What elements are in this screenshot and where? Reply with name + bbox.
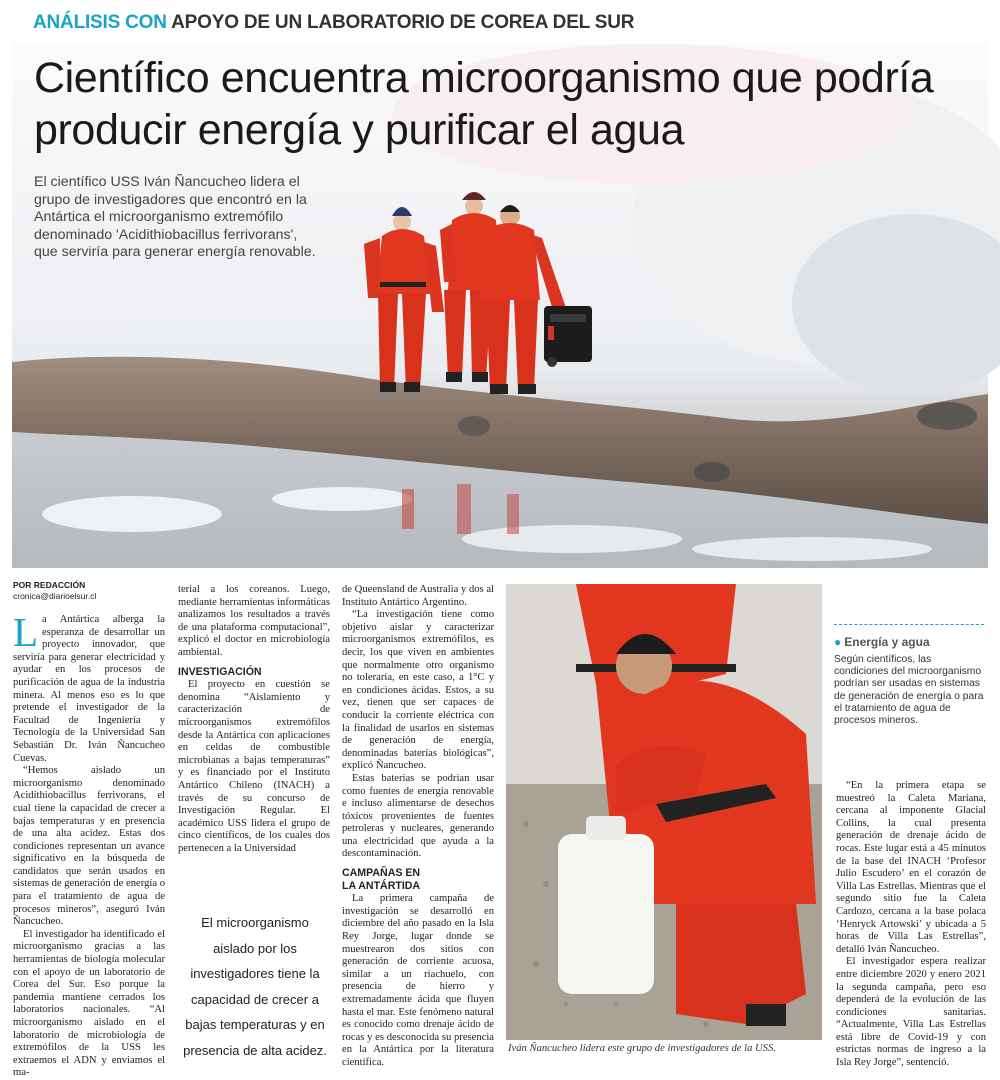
bullet-dot-icon: ● bbox=[834, 635, 842, 649]
paragraph: de Queensland de Australia y dos al Instituto Antártico Argentino. bbox=[342, 584, 494, 608]
byline bbox=[13, 580, 96, 602]
article-column-2 bbox=[178, 584, 330, 902]
paragraph: terial a los coreanos. Luego, mediante herramientas informáticas analizamos los resultados a través de una plataforma computacional”, explicó el doctor en microbiología ambiental. bbox=[178, 584, 330, 658]
byline-label: POR REDACCIÓN bbox=[13, 580, 86, 590]
researcher-sampling-illustration bbox=[506, 584, 822, 1040]
sidebar-box bbox=[834, 624, 984, 727]
paragraph: “La investigación tiene como objetivo aislar y caracterizar microorganismos extremófilos, es decir, los que viven en ambientes que normalmente otro organismo no toleraría, en este caso, a 1°C y en condiciones ácidas. Estos, a su vez, tienen que ser capaces de conducir la corriente eléctrica con la finalidad de usarlos en sistemas de generación de energía, denominadas baterías biológicas”, explicó Ñancucheo. bbox=[342, 609, 494, 772]
sidebar-title: ● Energía y agua bbox=[834, 635, 930, 649]
paragraph: La primera campaña de investigación se desarrolló en diciembre del año pasado en la Isla Rey Jorge, lugar donde se muestrearon dos sitios con generación de corriente acuosa, similar a un riachuelo, con presencia de hierro y extremadamente ácida que fluyen hasta el mar. Este fenómeno natural es conocido como drenaje ácido de rocas y es desconocida su presencia en la Antártica por la literatura científica. bbox=[342, 893, 494, 1068]
paragraph: “Hemos aislado un microorganismo denominado Acidithiobacillus ferrivorans, el cual tiene la capacidad de crecer a bajas temperaturas y en presencia de una alta acidez. Estas dos condiciones representan un avance significativo en la búsqueda de candidatos que serán usados en sistemas de generación de energía o para el tratamiento de agua de procesos mineros”, aseguró Iván Ñancucheo. bbox=[13, 765, 165, 928]
article-column-3 bbox=[342, 584, 494, 1068]
deck: El científico USS Iván Ñancucheo lidera el grupo de investigadores que encontró en la Antártica el microorganismo extremófilo denominado 'Acidithiobacillus ferrivorans', que serviría para generar energía renovable. bbox=[34, 174, 316, 260]
hero-photo bbox=[12, 44, 988, 568]
equipment-case bbox=[544, 306, 592, 367]
article-column-1 bbox=[13, 609, 165, 1079]
paragraph: El investigador espera realizar entre diciembre 2020 y enero 2021 la segunda campaña, pero eso dependerá de la evolución de las condiciones sanitarias. “Actualmente, Villa Las Estrellas está libre de Covid-19 y con estrictas normas de ingreso a la Isla Rey Jorge”, sentenció. bbox=[836, 956, 986, 1069]
kicker-highlight: ANÁLISIS CON bbox=[33, 12, 167, 33]
section-kicker bbox=[33, 12, 634, 34]
researcher-figure bbox=[364, 207, 444, 392]
researcher-photo bbox=[506, 584, 822, 1040]
kicker-rest: APOYO DE UN LABORATORIO DE COREA DEL SUR bbox=[171, 12, 635, 33]
water-container bbox=[558, 816, 654, 994]
byline-email: cronica@diarioelsur.cl bbox=[13, 591, 97, 601]
section-heading: CAMPAÑAS EN LA ANTÁRTIDA bbox=[342, 867, 421, 892]
drop-cap: L bbox=[13, 609, 39, 655]
pull-quote: El microorganismo aislado por los investigadores tiene la capacidad de crecer a bajas temperaturas y en presencia de alta acidez. bbox=[183, 915, 327, 1058]
section-heading: INVESTIGACIÓN bbox=[178, 665, 262, 678]
article-column-4 bbox=[836, 780, 986, 1069]
sidebar-body: Según científicos, las condiciones del microorganismo podrían ser usadas en sistemas de generación de energía o para el tratamiento de agua de procesos mineros. bbox=[834, 654, 984, 727]
paragraph: Estas baterías se podrían usar como fuentes de energía renovable e incluso alimentarse de desechos tóxicos provenientes de fuentes petroleras y nucleares, generando una electricidad que ayuda a la descontaminación. bbox=[342, 772, 494, 860]
headline: Científico encuentra microorganismo que podría producir energía y purificar el agua bbox=[34, 54, 934, 154]
paragraph: El investigador ha identificado el microorganismo gracias a las herramientas de biología molecular con el apoyo de un laboratorio de Corea del Sur. Eso porque la pandemia mantiene cerrados los laboratorios nacionales. “Al microorganismo aislado en el laboratorio de microbiología de extremófilos de la USS les extraemos el ADN y enviamos el ma- bbox=[13, 928, 165, 1079]
paragraph: “En la primera etapa se muestreó la Caleta Mariana, cercana al imponente Glacial Collins, la cual presenta generación de drenaje ácido de rocas. Este lugar está a 45 minutos de la base del INACH ‘Profesor Julio Escudero’ en el corazón de Villa Las Estrellas. Mientras que el segundo sitio fue la Caleta Cardozo, cercana a la base polaca ‘Henryck Artowski’ y ubicada a 5 horas de Villa Las Estrellas”, detalló Iván Ñancucheo. bbox=[836, 780, 986, 955]
paragraph: El proyecto en cuestión se denomina “Aislamiento y caracterización de microorganismos extremófilos desde la Antártica con aplicaciones en celdas de combustible microbianas a bajas temperaturas” y es financiado por el Instituto Antártico Chileno (INACH) a través de su concurso de Investigación Regular. El académico USS lidera el grupo de cinco científicos, de los cuales dos pertenecen a la Universidad bbox=[178, 679, 330, 854]
paragraph: La Antártica alberga la esperanza de desarrollar un proyecto innovador, que serviría para generar electricidad y ayudar en los procesos de purificación de agua de la industria minera. Al menos eso es lo que pretende el investigador de la Facultad de Ingeniería y Tecnología de la Universidad San Sebastián Dr. Iván Ñancucheo Cuevas. bbox=[13, 609, 165, 764]
photo-caption: Iván Ñancucheo lidera este grupo de investigadores de la USS. bbox=[508, 1043, 776, 1054]
